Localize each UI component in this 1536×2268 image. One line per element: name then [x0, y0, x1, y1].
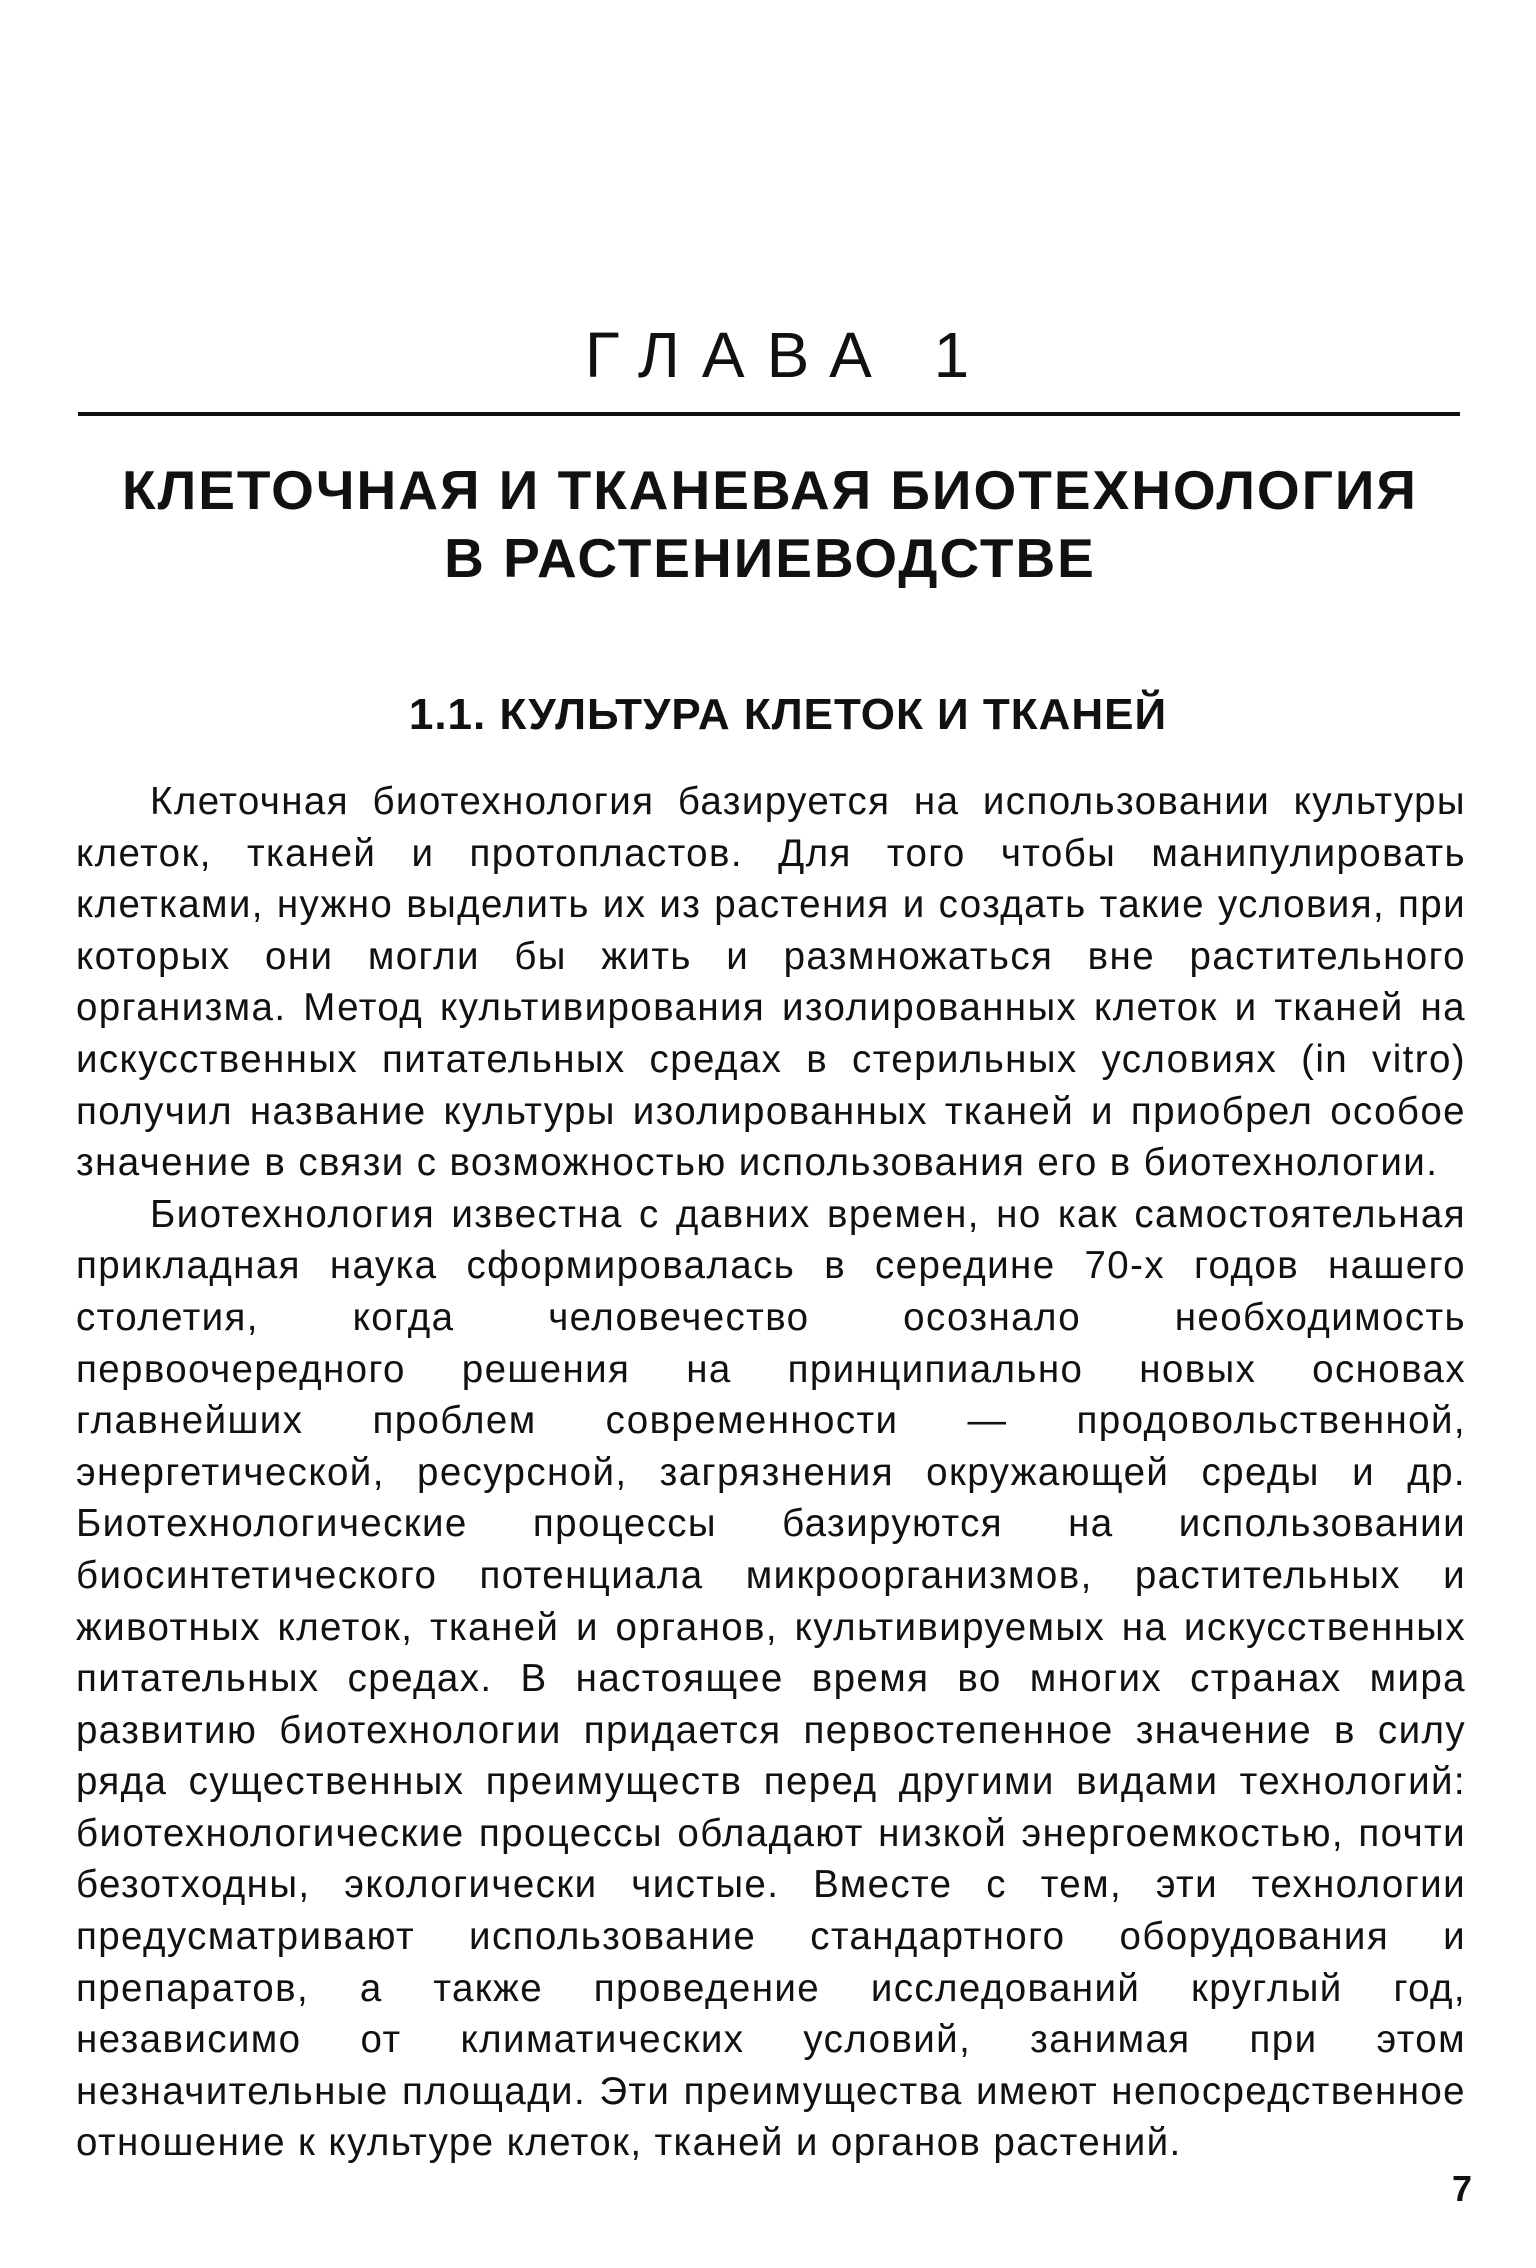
body-text [76, 776, 1466, 2169]
section-title: 1.1. КУЛЬТУРА КЛЕТОК И ТКАНЕЙ [408, 690, 1168, 739]
chapter-title [60, 456, 1480, 592]
chapter-title-line-2: В РАСТЕНИЕВОДСТВЕ [444, 527, 1096, 589]
chapter-label: ГЛАВА 1 [584, 319, 992, 391]
chapter-title-line-1: КЛЕТОЧНАЯ И ТКАНЕВАЯ БИОТЕХНОЛОГИЯ [122, 459, 1418, 521]
paragraph-2: Биотехнология известна с давних времен, но как самостоятельная прикладная наука сформировалась в середине 70-х годов нашего столетия, когда человечество осознало необходимость первоочередного решения на принципиально новых основах главнейших проблем современности — продовольственной, энергетической, ресурсной, загрязнения окружающей среды и др. Биотехнологические процессы базируются на использовании биосинтетического потенциала микроорганизмов, растительных и животных клеток, тканей и органов, культивируемых на искусственных питательных средах. В настоящее время во многих странах мира развитию биотехнологии придается первостепенное значение в силу ряда существенных преимуществ перед другими видами технологий: биотехнологические процессы обладают низкой энергоемкостью, почти безотходны, экологически чистые. Вместе с тем, эти технологии предусматривают использование стандартного оборудования и препаратов, а также проведение исследований круглый год, независимо от климатических условий, занимая при этом незначительные площади. Эти преимущества имеют непосредственное отношение к культуре клеток, тканей и органов растений. [76, 1192, 1466, 2165]
page-number: 7 [1451, 2168, 1472, 2209]
paragraph-1: Клеточная биотехнология базируется на использовании культуры клеток, тканей и протопластов. Для того чтобы манипулировать клетками, нужно выделить их из растения и создать такие условия, при которых они могли бы жить и размножаться вне растительного организма. Метод культивирования изолированных клеток и тканей на искусственных питательных средах в стерильных условиях (in vitro) получил название культуры изолированных тканей и приобрел особое значение в связи с возможностью использования его в биотехнологии. [76, 780, 1466, 1185]
chapter-divider [78, 412, 1460, 416]
